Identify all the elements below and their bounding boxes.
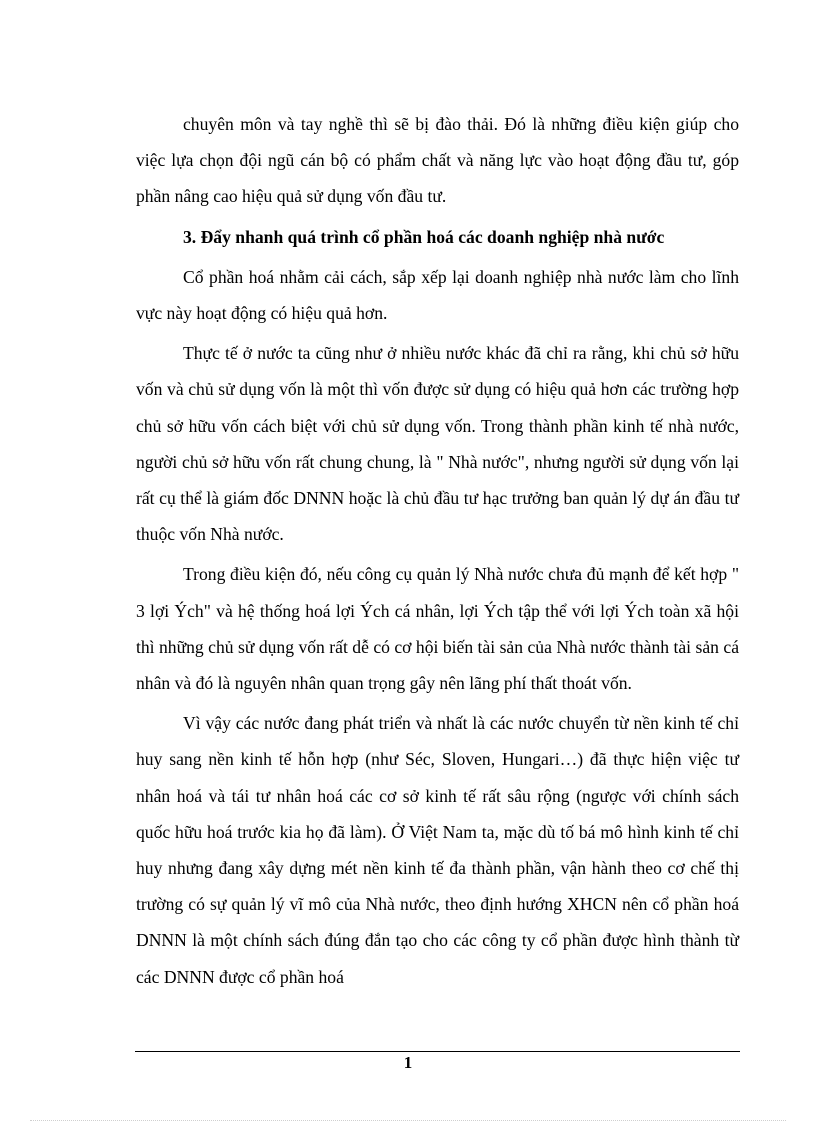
paragraph-continuation: chuyên môn và tay nghề thì sẽ bị đào thải. Đó là những điều kiện giúp cho việc lựa chọn đội ngũ cán bộ có phẩm chất và năng lực vào hoạt động đầu tư, góp phần nâng cao hiệu quả sử dụng vốn đầu tư. — [136, 114, 739, 207]
paragraph-privatization: Vì vậy các nước đang phát triển và nhất là các nước chuyển từ nền kinh tế chỉ huy sang nền kinh tế hỗn hợp (như Séc, Sloven, Hungari…) đã thực hiện việc tư nhân hoá và tái tư nhân hoá các cơ sở kinh tế rất sâu rộng (ngược với chính sách quốc hữu hoá trước kia họ đã làm). Ở Việt Nam ta, mặc dù tố bá mô hình kinh tế chỉ huy nhưng đang xây dựng mét nền kinh tế đa thành phần, vận hành theo cơ chế thị trường có sự quản lý vĩ mô của Nhà nước, theo định hướng XHCN nên cổ phần hoá DNNN là một chính sách đúng đắn tạo cho các công ty cổ phần được hình thành từ các DNNN được cổ phần hoá — [136, 713, 739, 987]
paragraph-management-conditions: Trong điều kiện đó, nếu công cụ quản lý Nhà nước chưa đủ mạnh để kết hợp " 3 lợi Ých" và hệ thống hoá lợi Ých cá nhân, lợi Ých tập thể với lợi Ých toàn xã hội thì những chủ sử dụng vốn rất dễ có cơ hội biến tài sản của Nhà nước thành tài sản cá nhân và đó là nguyên nhân quan trọng gây nên lãng phí thất thoát vốn. — [136, 564, 739, 694]
paragraph-ownership-reality: Thực tế ở nước ta cũng như ở nhiều nước khác đã chỉ ra rằng, khi chủ sở hữu vốn và chủ sử dụng vốn là một thì vốn được sử dụng có hiệu quả hơn các trường hợp chủ sở hữu vốn cách biệt với chủ sử dụng vốn. Trong thành phần kinh tế nhà nước, người chủ sở hữu vốn rất chung chung, là " Nhà nước", nhưng người sử dụng vốn lại rất cụ thể là giám đốc DNNN hoặc là chủ đầu tư hạc trưởng ban quản lý dự án đầu tư thuộc vốn Nhà nước. — [136, 343, 739, 545]
document-body — [136, 106, 739, 995]
paragraph-equitization-purpose: Cổ phần hoá nhằm cải cách, sắp xếp lại doanh nghiệp nhà nước làm cho lĩnh vực này hoạt động có hiệu quả hơn. — [136, 266, 739, 324]
page-bottom-edge — [30, 1120, 786, 1121]
section-heading: 3. Đẩy nhanh quá trình cổ phần hoá các doanh nghiệp nhà nước — [183, 226, 665, 247]
page-number: 1 — [403, 1053, 413, 1072]
footer-divider — [135, 1051, 740, 1052]
